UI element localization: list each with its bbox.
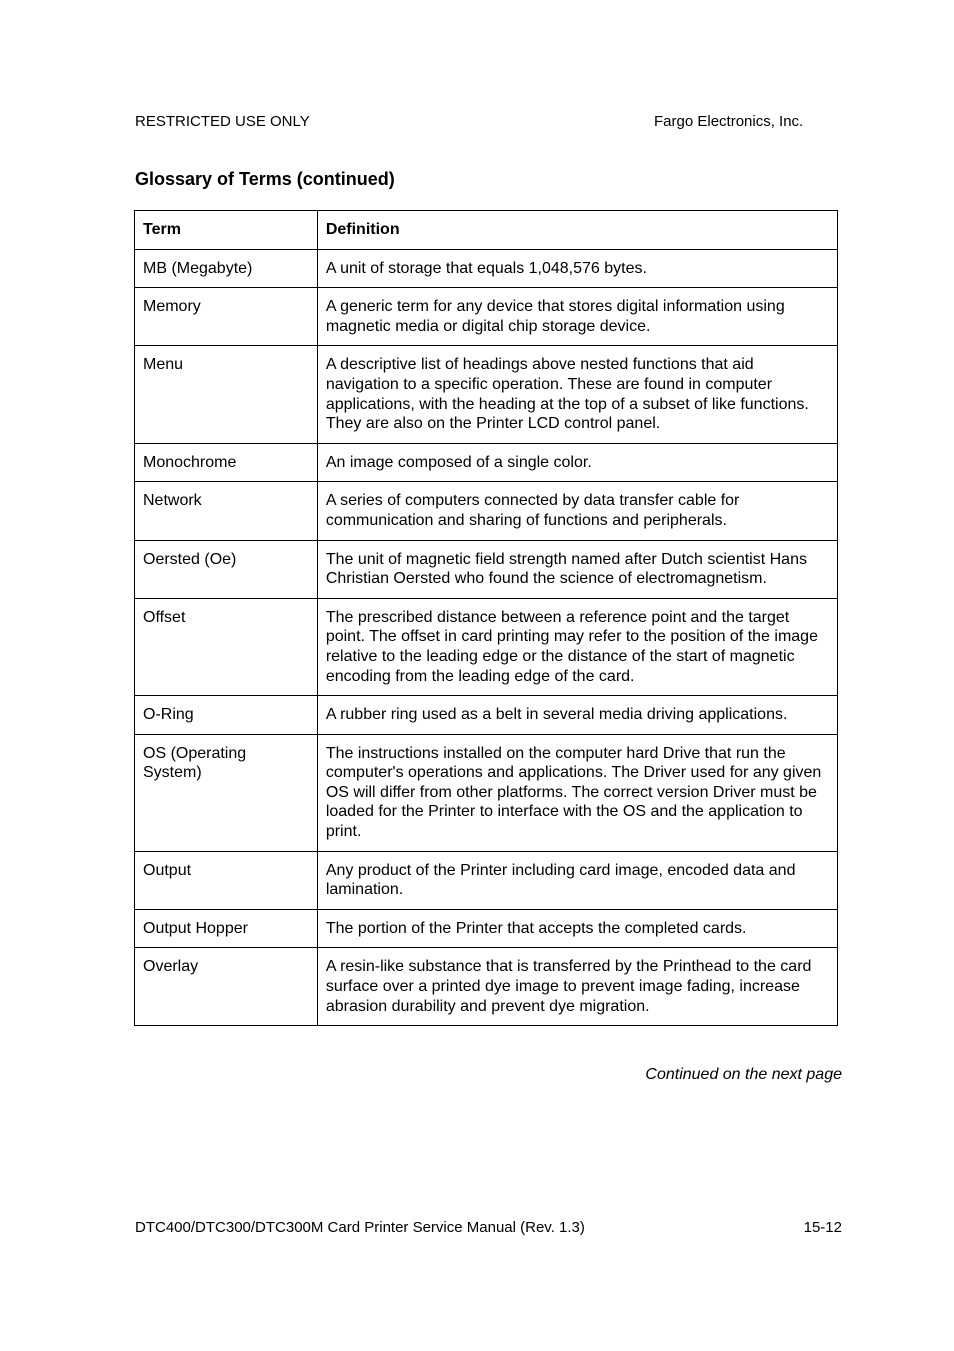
footer-page-number: 15-12 — [803, 1219, 842, 1236]
definition-cell: The instructions installed on the computer hard Drive that run the computer's operations and applications. The Driver used for any given OS will differ from other platforms. The correct version Driver must be loaded for the Printer to interface with the OS and the application to print. — [317, 734, 837, 851]
definition-cell: A rubber ring used as a belt in several media driving applications. — [317, 696, 837, 735]
term-cell: Overlay — [135, 948, 318, 1026]
definition-cell: A unit of storage that equals 1,048,576 bytes. — [317, 249, 837, 288]
term-cell: Output — [135, 851, 318, 909]
footer-manual-title: DTC400/DTC300/DTC300M Card Printer Service Manual (Rev. 1.3) — [135, 1219, 585, 1236]
glossary-table — [134, 210, 838, 1026]
column-header-term: Term — [135, 211, 318, 250]
definition-cell: A resin-like substance that is transferred by the Printhead to the card surface over a printed dye image to prevent image fading, increase abrasion durability and prevent dye migration. — [317, 948, 837, 1026]
term-cell: Monochrome — [135, 443, 318, 482]
page-title: Glossary of Terms (continued) — [135, 169, 395, 189]
term-cell: Memory — [135, 288, 318, 346]
term-cell: Output Hopper — [135, 909, 318, 948]
header-company-name: Fargo Electronics, Inc. — [654, 113, 804, 130]
table-row — [135, 851, 838, 909]
definition-cell: A generic term for any device that stores digital information using magnetic media or digital chip storage device. — [317, 288, 837, 346]
header-restricted-label: RESTRICTED USE ONLY — [135, 113, 310, 130]
definition-cell: An image composed of a single color. — [317, 443, 837, 482]
term-cell: Menu — [135, 346, 318, 443]
table-row — [135, 948, 838, 1026]
term-cell: OS (Operating System) — [135, 734, 318, 851]
definition-cell: A descriptive list of headings above nested functions that aid navigation to a specific operation. These are found in computer applications, with the heading at the top of a subset of like functions. They are also on the Printer LCD control panel. — [317, 346, 837, 443]
continued-note: Continued on the next page — [645, 1066, 842, 1083]
table-row — [135, 909, 838, 948]
term-cell: MB (Megabyte) — [135, 249, 318, 288]
table-row — [135, 696, 838, 735]
term-cell: O-Ring — [135, 696, 318, 735]
table-row — [135, 540, 838, 598]
column-header-definition: Definition — [317, 211, 837, 250]
definition-cell: The unit of magnetic field strength named after Dutch scientist Hans Christian Oersted who found the science of electromagnetism. — [317, 540, 837, 598]
table-row — [135, 598, 838, 695]
definition-cell: The prescribed distance between a reference point and the target point. The offset in card printing may refer to the position of the image relative to the leading edge or the distance of the start of magnetic encoding from the leading edge of the card. — [317, 598, 837, 695]
term-cell: Network — [135, 482, 318, 540]
table-row — [135, 249, 838, 288]
table-row — [135, 734, 838, 851]
term-cell: Oersted (Oe) — [135, 540, 318, 598]
table-row — [135, 482, 838, 540]
table-row — [135, 443, 838, 482]
table-header-row — [135, 211, 838, 250]
definition-cell: A series of computers connected by data transfer cable for communication and sharing of functions and peripherals. — [317, 482, 837, 540]
table-row — [135, 288, 838, 346]
definition-cell: Any product of the Printer including card image, encoded data and lamination. — [317, 851, 837, 909]
term-cell: Offset — [135, 598, 318, 695]
table-row — [135, 346, 838, 443]
definition-cell: The portion of the Printer that accepts the completed cards. — [317, 909, 837, 948]
